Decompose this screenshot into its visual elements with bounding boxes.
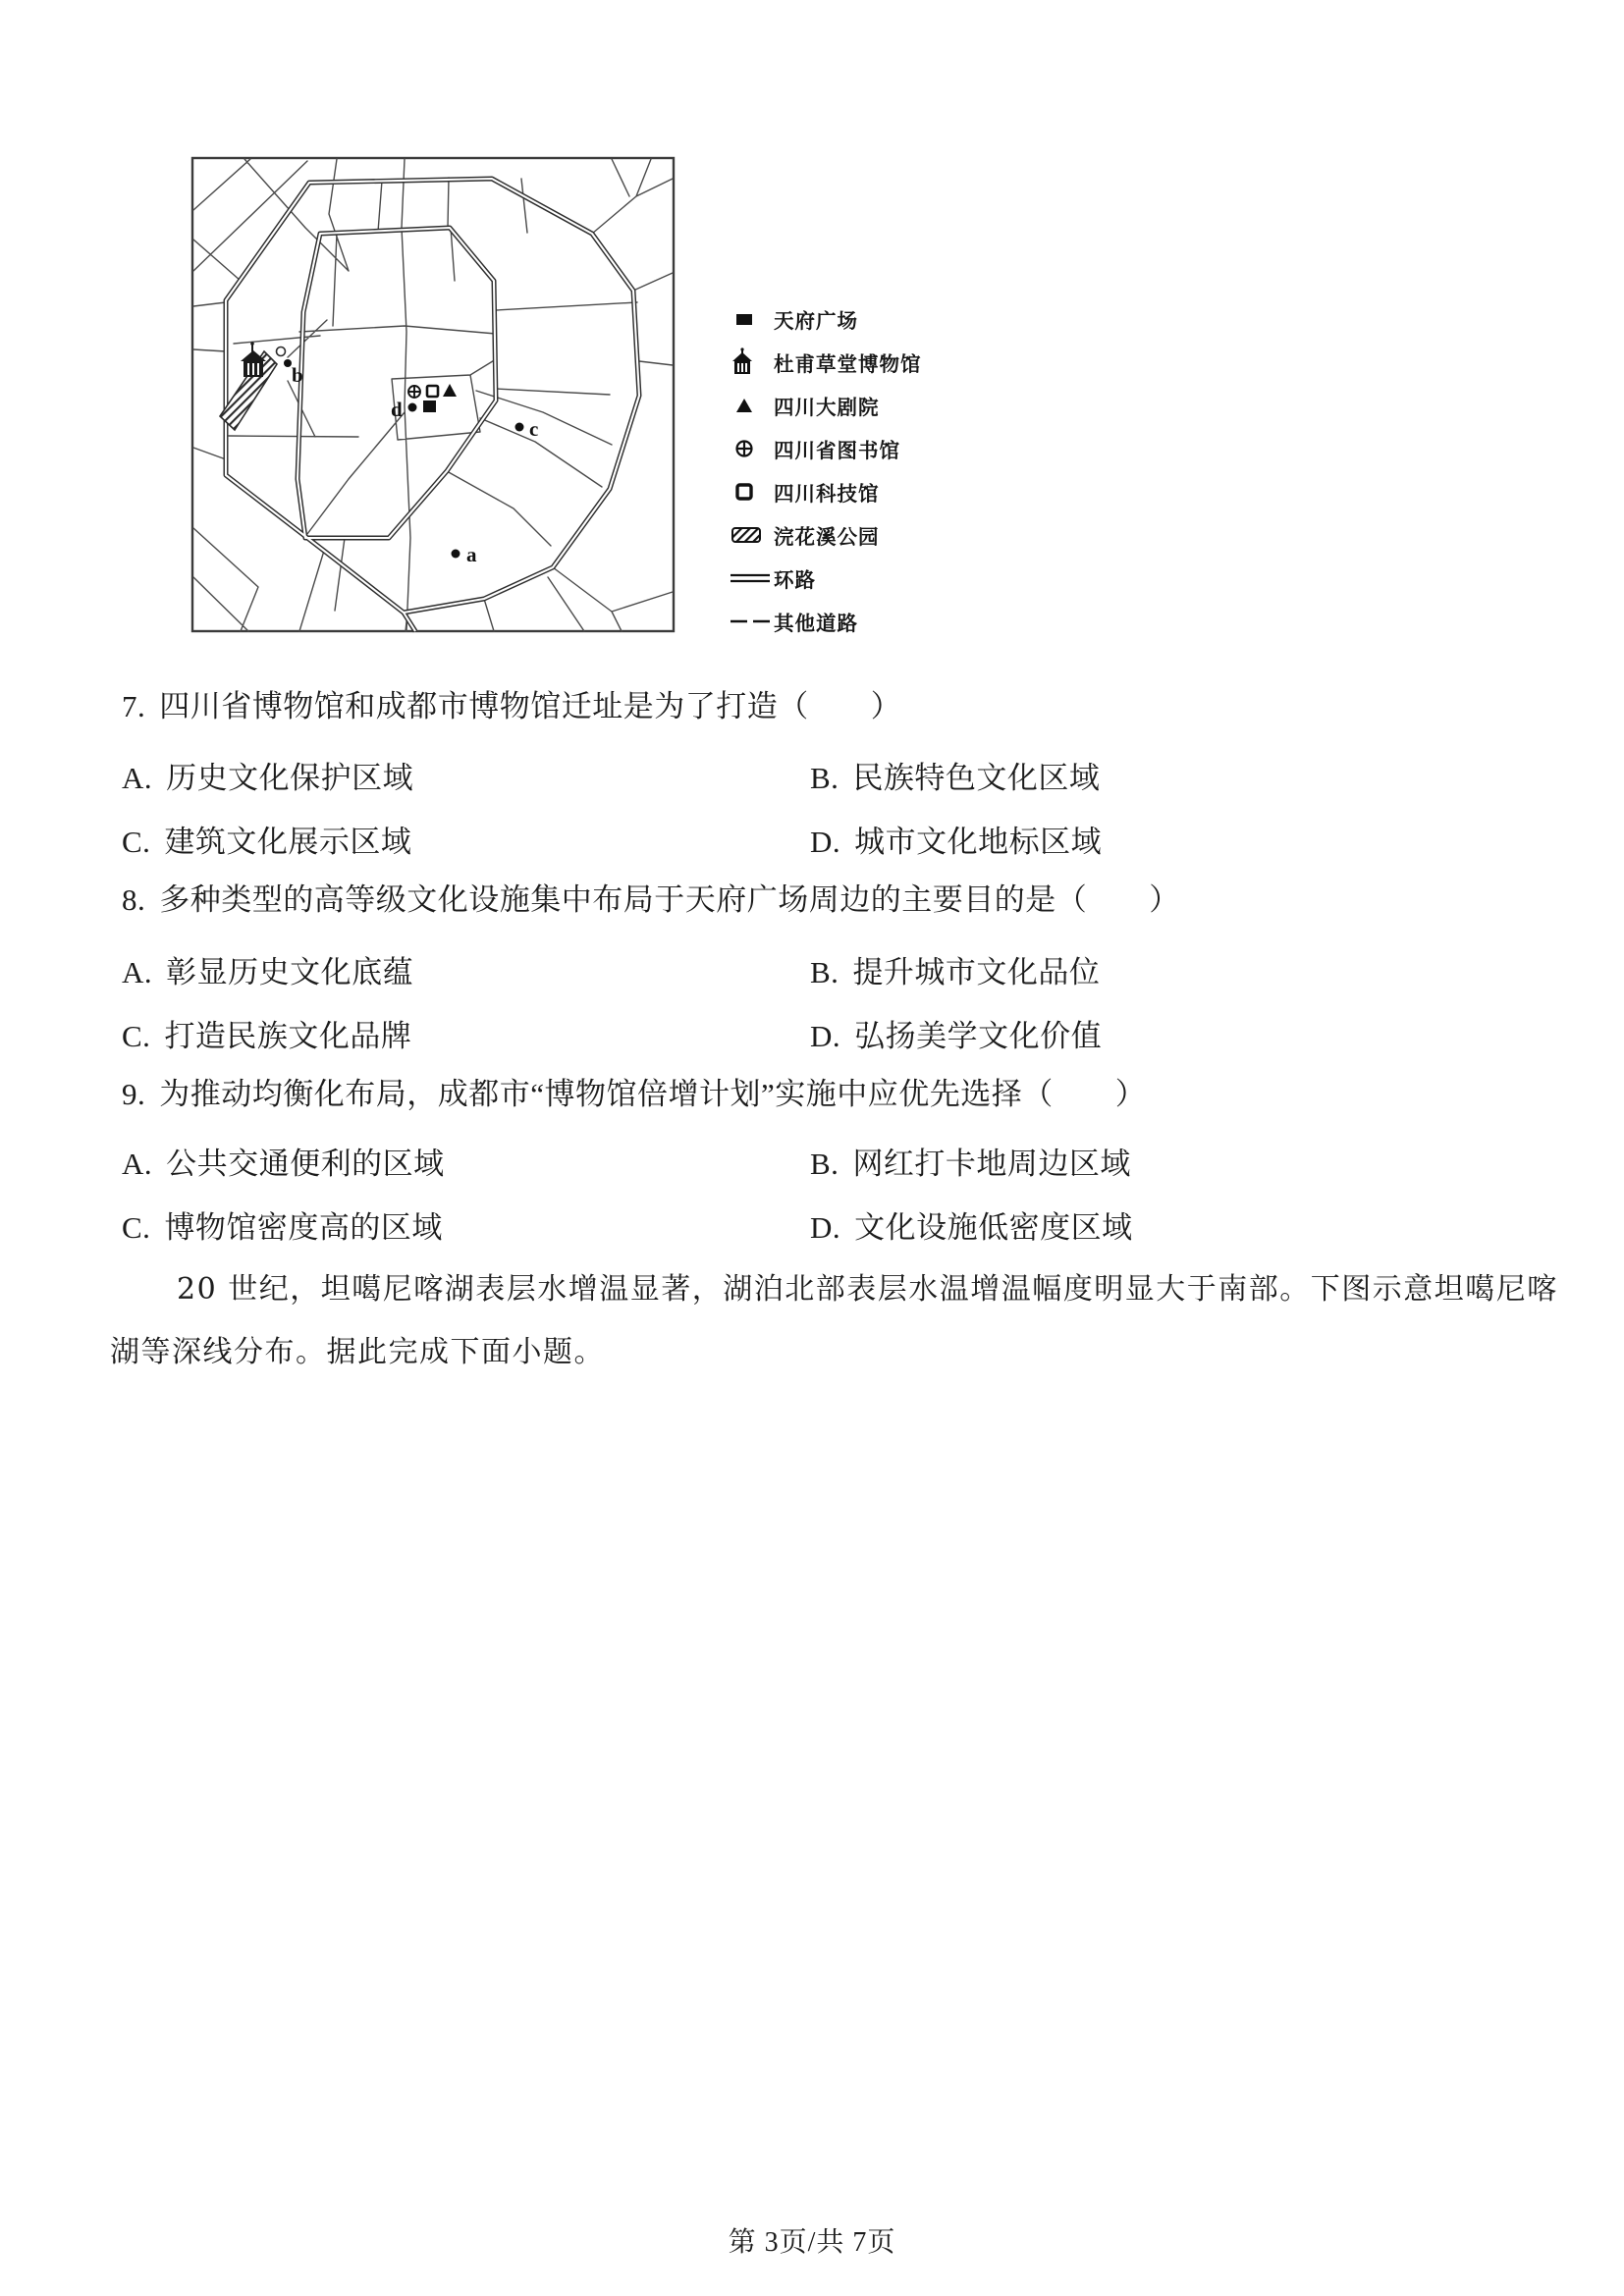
- museum-icon: [241, 342, 266, 377]
- library-circle-cross-icon: [729, 437, 774, 460]
- question-text: 为推动均衡化布局，成都市“博物馆倍增计划”实施中应优先选择（ ）: [159, 1077, 1147, 1111]
- option-c: C. 打造民族文化品牌: [122, 1019, 412, 1053]
- museum-building-icon: [729, 347, 774, 377]
- map-legend: [729, 297, 922, 643]
- option-b: B. 民族特色文化区域: [810, 761, 1101, 795]
- legend-label: 四川科技馆: [774, 483, 880, 506]
- question-text: 四川省博物馆和成都市博物馆迁址是为了打造（ ）: [159, 689, 902, 723]
- question-7-options-cd: [0, 817, 1624, 859]
- legend-row-museum: [729, 341, 922, 384]
- legend-row-park: [729, 513, 922, 557]
- point-d: [408, 403, 417, 412]
- question-number: 7.: [122, 689, 146, 723]
- legend-label: 四川省图书馆: [774, 440, 900, 462]
- science-museum-icon: [427, 386, 438, 397]
- legend-label: 环路: [774, 569, 816, 592]
- option-b: B. 提升城市文化品位: [810, 955, 1101, 989]
- label-c: c: [529, 417, 539, 441]
- tianfu-square-icon: [729, 307, 774, 331]
- question-text: 多种类型的高等级文化设施集中布局于天府广场周边的主要目的是（ ）: [159, 882, 1180, 917]
- question-number: 9.: [122, 1077, 146, 1111]
- legend-row-otherroad: [729, 600, 922, 643]
- option-c: C. 建筑文化展示区域: [122, 825, 412, 859]
- legend-row-ringroad: [729, 557, 922, 600]
- point-c: [515, 423, 524, 432]
- label-b: b: [292, 363, 303, 387]
- legend-label: 四川大剧院: [774, 397, 880, 419]
- page-number-footer: 第 3页/共 7页: [728, 2227, 896, 2258]
- theater-triangle-icon: [729, 394, 774, 417]
- question-7-stem: [122, 687, 901, 726]
- legend-label: 天府广场: [774, 310, 858, 333]
- question-9-options-ab: [0, 1139, 1624, 1181]
- label-d: d: [391, 398, 403, 421]
- legend-row-library: [729, 427, 922, 470]
- legend-row-science: [729, 470, 922, 513]
- science-square-icon: [729, 480, 774, 504]
- question-number: 8.: [122, 882, 146, 917]
- option-b: B. 网红打卡地周边区域: [810, 1147, 1131, 1181]
- option-d: D. 文化设施低密度区域: [810, 1210, 1133, 1245]
- question-8-options-ab: [0, 947, 1624, 987]
- question-9-stem: [122, 1075, 1146, 1114]
- legend-row-tianfu: [729, 297, 922, 341]
- passage-line-2: 湖等深线分布。据此完成下面小题。: [110, 1335, 605, 1369]
- legend-label: 杜甫草堂博物馆: [774, 353, 922, 376]
- question-9-options-cd: [0, 1202, 1624, 1245]
- question-8-stem: [122, 881, 1180, 920]
- legend-label: 其他道路: [774, 613, 858, 635]
- library-icon: [408, 386, 420, 398]
- question-8-options-cd: [0, 1011, 1624, 1053]
- legend-row-theater: [729, 384, 922, 427]
- point-b: [284, 359, 292, 367]
- other-road-icon: [729, 610, 774, 633]
- option-a: A. 彰显历史文化底蕴: [122, 955, 414, 989]
- chengdu-city-map: [189, 155, 677, 635]
- option-d: D. 弘扬美学文化价值: [810, 1019, 1103, 1053]
- passage-line-1: 20 世纪，坦噶尼喀湖表层水增温显著，湖泊北部表层水温增温幅度明显大于南部。下图示意坦噶尼喀: [177, 1272, 1558, 1307]
- park-hatched-icon: [729, 523, 774, 547]
- tianfu-square-marker: [423, 400, 436, 412]
- theater-icon: [443, 384, 457, 397]
- option-d: D. 城市文化地标区域: [810, 825, 1103, 859]
- ring-road-icon: [729, 566, 774, 590]
- question-7-options-ab: [0, 753, 1624, 795]
- option-a: A. 历史文化保护区域: [122, 761, 414, 795]
- option-a: A. 公共交通便利的区域: [122, 1147, 445, 1181]
- label-a: a: [466, 543, 477, 566]
- legend-label: 浣花溪公园: [774, 526, 880, 549]
- point-a: [452, 550, 460, 559]
- option-c: C. 博物馆密度高的区域: [122, 1210, 443, 1245]
